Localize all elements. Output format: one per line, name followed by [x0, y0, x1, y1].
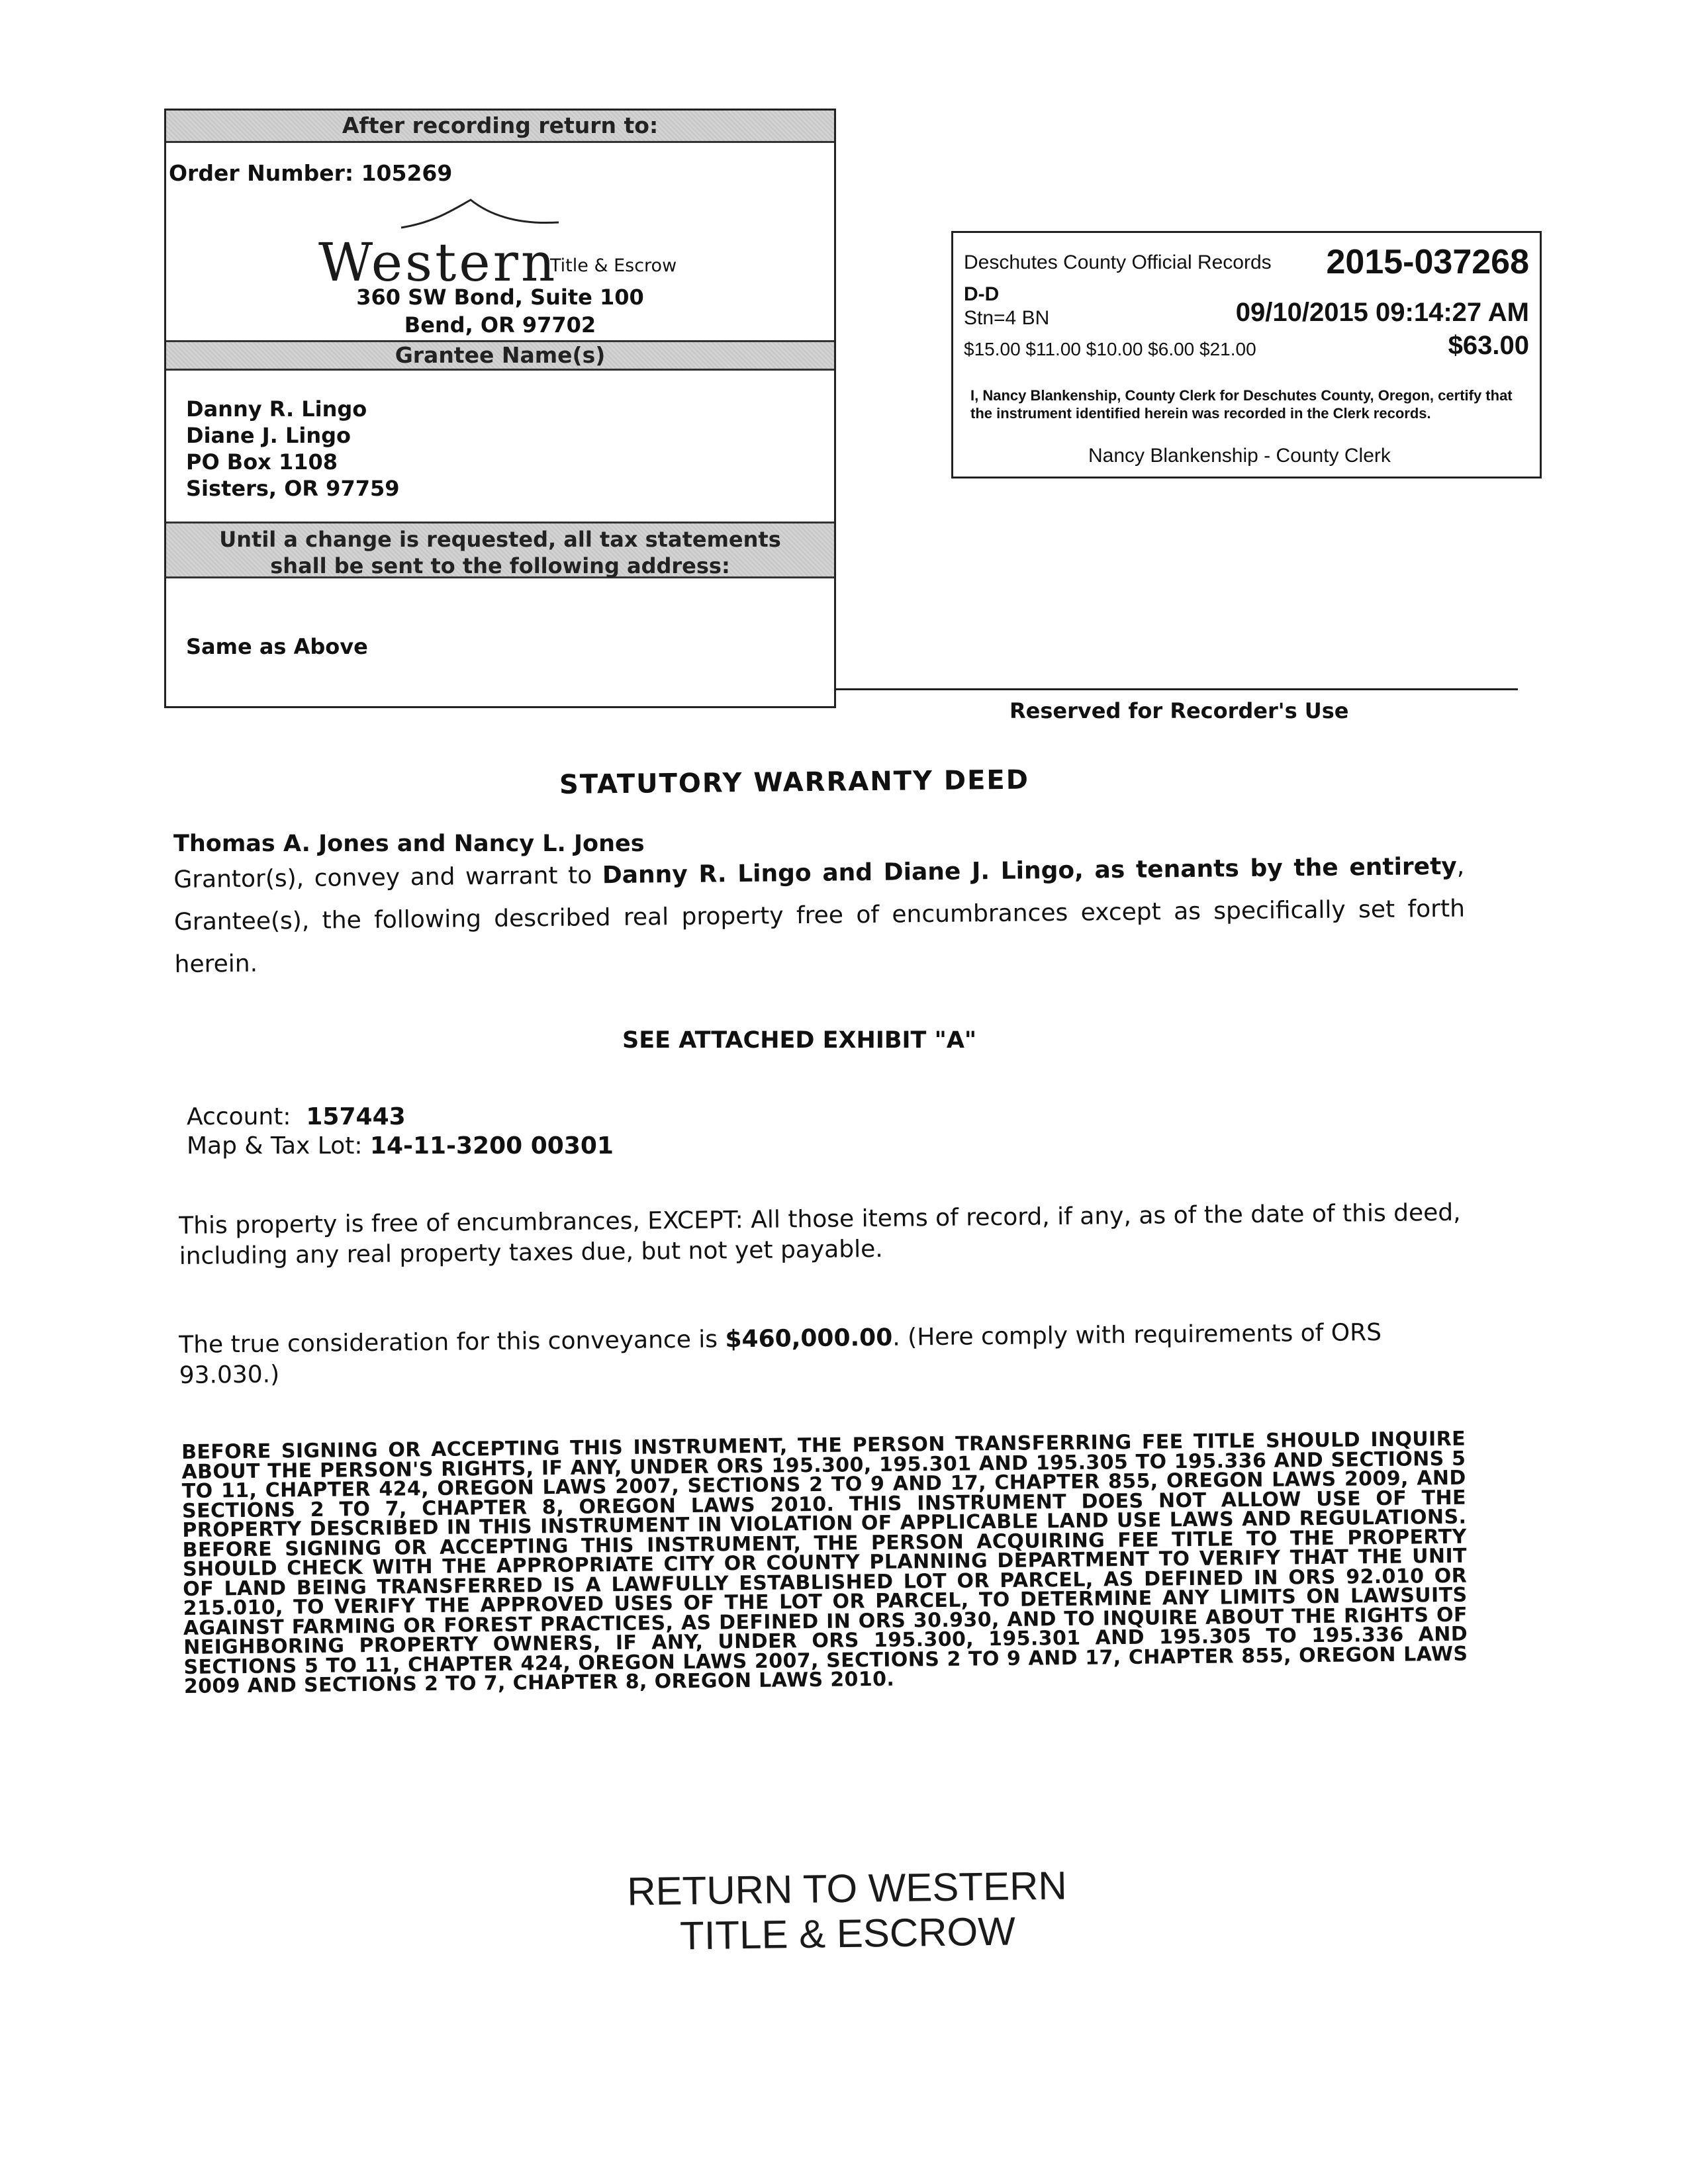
consideration-clause — [179, 1317, 1470, 1391]
company-address-line1: 360 SW Bond, Suite 100 — [356, 285, 644, 310]
consideration-text: . (Here comply with requirements of ORS 93.030.) — [179, 1318, 1382, 1389]
tax-statement-address: Same as Above — [186, 634, 368, 659]
return-header: After recording return to: — [166, 111, 834, 143]
company-logo — [166, 196, 834, 322]
recording-fees: $15.00 $11.00 $10.00 $6.00 $21.00 — [964, 339, 1256, 359]
record-number: 2015-037268 — [1326, 243, 1529, 281]
conveyance-text: , Grantee(s), the following described real property free of encumbrances except as specifically set forth herein. — [173, 852, 1466, 978]
grantee-line: Sisters, OR 97759 — [186, 476, 400, 501]
conveyance-clause — [173, 846, 1466, 986]
grantee-address — [166, 371, 834, 522]
recording-datetime: 09/10/2015 09:14:27 AM — [1235, 298, 1529, 327]
statutory-notice: BEFORE SIGNING OR ACCEPTING THIS INSTRUMENT, THE PERSON TRANSFERRING FEE TITLE SHOULD INQUIRE ABOUT THE PERSON'S RIGHTS, IF ANY, UNDER ORS 195.300, 195.301 AND 195.305 TO 195.336 AND SECTIONS 5 TO 11, CHAPTER 424, OREGON LAWS 2007, SECTIONS 2 TO 9 AND 17, CHAPTER 855, OREGON LAWS 2009, AND SECTIONS 2 TO 7, CHAPTER 8, OREGON LAWS 2010. THIS INSTRUMENT DOES NOT ALLOW USE OF THE PROPERTY DESCRIBED IN THIS INSTRUMENT IN VIOLATION OF APPLICABLE LAND USE LAWS AND REGULATIONS. BEFORE SIGNING OR ACCEPTING THIS INSTRUMENT, THE PERSON ACQUIRING FEE TITLE TO THE PROPERTY SHOULD CHECK WITH THE APPROPRIATE CITY OR COUNTY PLANNING DEPARTMENT TO VERIFY THAT THE UNIT OF LAND BEING TRANSFERRED IS A LAWFULLY ESTABLISHED LOT OR PARCEL, AS DEFINED IN ORS 92.010 OR 215.010, TO VERIFY THE APPROVED USES OF THE LOT OR PARCEL, TO DETERMINE ANY LIMITS ON LAWSUITS AGAINST FARMING OR FOREST PRACTICES, AS DEFINED IN ORS 30.930, AND TO INQUIRE ABOUT THE RIGHTS OF NEIGHBORING PROPERTY OWNERS, IF ANY, UNDER ORS 195.300, 195.301 AND 195.305 TO 195.336 AND SECTIONS 5 TO 11, CHAPTER 424, OREGON LAWS 2007, SECTIONS 2 TO 9 AND 17, CHAPTER 855, OREGON LAWS 2009 AND SECTIONS 2 TO 7, CHAPTER 8, OREGON LAWS 2010. — [181, 1427, 1468, 1698]
company-address-line2: Bend, OR 97702 — [404, 312, 596, 338]
tax-statement-header — [166, 522, 834, 578]
grantors: Thomas A. Jones and Nancy L. Jones — [173, 831, 645, 857]
recorder-divider — [836, 688, 1518, 690]
station: Stn=4 BN — [964, 307, 1050, 329]
mountain-logo-icon — [395, 196, 560, 236]
map-tax-lot: 14-11-3200 00301 — [369, 1132, 614, 1160]
return-stamp — [602, 1863, 1093, 1960]
order-number-line — [166, 143, 834, 196]
encumbrances-clause: This property is free of encumbrances, EXCEPT: All those items of record, if any, as of the date of this deed, including any real property taxes due, but not yet payable. — [179, 1199, 1461, 1270]
grantee-line: Danny R. Lingo — [186, 396, 367, 422]
grantees: Danny R. Lingo and Diane J. Lingo, as tenants by the entirety — [602, 852, 1457, 889]
account-info — [187, 1103, 614, 1161]
tax-header-line: Until a change is requested, all tax statements — [219, 527, 781, 552]
account-label: Account: — [187, 1103, 291, 1130]
account-number: 157443 — [306, 1103, 406, 1130]
conveyance-text: Grantor(s), convey and warrant to — [173, 862, 603, 893]
return-stamp-line: TITLE & ESCROW — [679, 1909, 1016, 1958]
recording-stamp — [951, 231, 1542, 478]
recording-office: Deschutes County Official Records — [964, 251, 1272, 273]
recorder-use-label: Reserved for Recorder's Use — [1009, 698, 1349, 723]
grantee-header: Grantee Name(s) — [166, 340, 834, 371]
return-address-box — [164, 109, 836, 708]
grantee-line: Diane J. Lingo — [186, 423, 351, 448]
tax-header-line: shall be sent to the following address: — [270, 553, 730, 578]
county-clerk: Nancy Blankenship - County Clerk — [1088, 445, 1391, 467]
document-type: D-D — [964, 283, 1000, 305]
recording-total: $63.00 — [1448, 331, 1529, 360]
clerk-certification: I, Nancy Blankenship, County Clerk for Deschutes County, Oregon, certify that the instrument identified herein was recorded in the Clerk records. — [970, 387, 1513, 422]
company-subtitle: Title & Escrow — [550, 255, 677, 276]
deed-title: STATUTORY WARRANTY DEED — [559, 764, 1030, 800]
map-tax-lot-label: Map & Tax Lot: — [187, 1132, 363, 1160]
order-number: 105269 — [361, 160, 453, 186]
consideration-text: The true consideration for this conveyance is — [179, 1326, 726, 1359]
return-stamp-line: RETURN TO WESTERN — [626, 1863, 1068, 1914]
grantee-line: PO Box 1108 — [186, 449, 338, 475]
order-number-label: Order Number: — [169, 160, 354, 186]
exhibit-reference: SEE ATTACHED EXHIBIT "A" — [622, 1027, 977, 1054]
consideration-amount: $460,000.00 — [725, 1324, 893, 1353]
company-name: Western — [318, 232, 558, 293]
